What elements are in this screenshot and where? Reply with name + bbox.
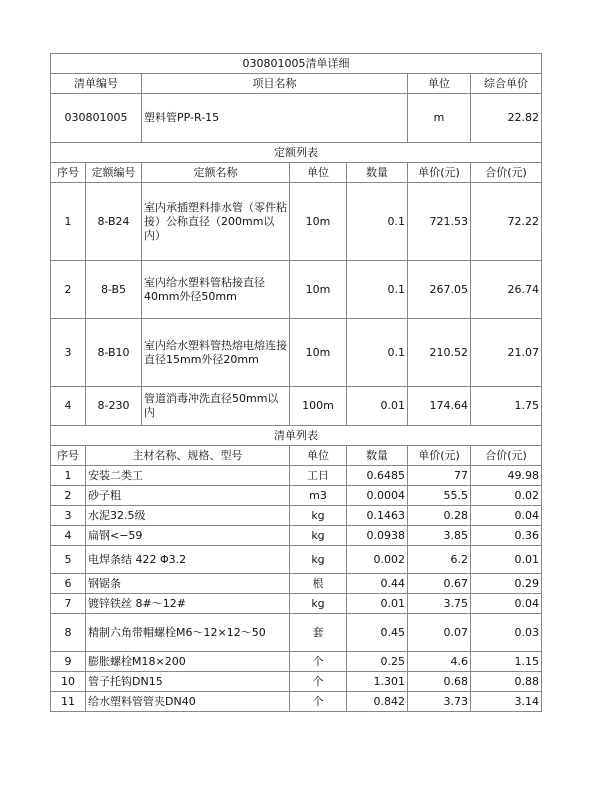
quota-unit: 100m xyxy=(290,387,347,426)
material-unit-price: 55.5 xyxy=(408,486,471,506)
quota-qty: 0.1 xyxy=(347,261,408,319)
quota-unit: 10m xyxy=(290,183,347,261)
quota-code: 8-B5 xyxy=(86,261,142,319)
material-name: 砂子粗 xyxy=(86,486,290,506)
material-unit-price: 3.85 xyxy=(408,526,471,546)
header-bill-code: 清单编号 xyxy=(51,74,142,94)
material-header-no: 序号 xyxy=(51,446,86,466)
quota-header-row xyxy=(51,163,542,183)
quota-unit: 10m xyxy=(290,319,347,387)
quota-unit-price: 267.05 xyxy=(408,261,471,319)
quota-code: 8-B10 xyxy=(86,319,142,387)
material-name: 扁钢<−59 xyxy=(86,526,290,546)
quota-header-unit: 单位 xyxy=(290,163,347,183)
material-header-qty: 数量 xyxy=(347,446,408,466)
quota-row xyxy=(51,183,542,261)
material-unit: kg xyxy=(290,546,347,574)
header-unit: 单位 xyxy=(408,74,471,94)
material-qty: 0.0938 xyxy=(347,526,408,546)
material-qty: 1.301 xyxy=(347,672,408,692)
item-header-row xyxy=(51,74,542,94)
material-no: 2 xyxy=(51,486,86,506)
material-no: 9 xyxy=(51,652,86,672)
material-total: 3.14 xyxy=(471,692,542,712)
quota-header-code: 定额编号 xyxy=(86,163,142,183)
material-header-unit: 单位 xyxy=(290,446,347,466)
material-unit-price: 0.28 xyxy=(408,506,471,526)
material-name: 安装二类工 xyxy=(86,466,290,486)
quota-unit-price: 210.52 xyxy=(408,319,471,387)
material-no: 6 xyxy=(51,574,86,594)
material-name: 给水塑料管管夹DN40 xyxy=(86,692,290,712)
material-no: 1 xyxy=(51,466,86,486)
material-row xyxy=(51,526,542,546)
material-qty: 0.002 xyxy=(347,546,408,574)
quota-qty: 0.01 xyxy=(347,387,408,426)
material-unit: kg xyxy=(290,506,347,526)
quota-name: 管道消毒冲洗直径50mm以内 xyxy=(142,387,290,426)
quota-header-unit-price: 单价(元) xyxy=(408,163,471,183)
material-unit-price: 3.75 xyxy=(408,594,471,614)
material-total: 0.01 xyxy=(471,546,542,574)
material-row xyxy=(51,574,542,594)
material-header-unit-price: 单价(元) xyxy=(408,446,471,466)
quota-no: 2 xyxy=(51,261,86,319)
material-row xyxy=(51,594,542,614)
quota-unit-price: 721.53 xyxy=(408,183,471,261)
material-row xyxy=(51,672,542,692)
quota-code: 8-230 xyxy=(86,387,142,426)
quota-section-row xyxy=(51,143,542,163)
material-unit-price: 0.68 xyxy=(408,672,471,692)
material-no: 5 xyxy=(51,546,86,574)
material-qty: 0.45 xyxy=(347,614,408,652)
material-qty: 0.6485 xyxy=(347,466,408,486)
material-total: 0.04 xyxy=(471,506,542,526)
quota-row xyxy=(51,387,542,426)
quota-header-total: 合价(元) xyxy=(471,163,542,183)
material-unit-price: 0.07 xyxy=(408,614,471,652)
material-row xyxy=(51,692,542,712)
material-unit-price: 3.73 xyxy=(408,692,471,712)
material-section-row xyxy=(51,426,542,446)
material-no: 3 xyxy=(51,506,86,526)
material-name: 镀锌铁丝 8#～12# xyxy=(86,594,290,614)
quota-qty: 0.1 xyxy=(347,319,408,387)
material-unit-price: 77 xyxy=(408,466,471,486)
material-total: 1.15 xyxy=(471,652,542,672)
item-price: 22.82 xyxy=(471,94,542,143)
item-code: 030801005 xyxy=(51,94,142,143)
material-unit-price: 0.67 xyxy=(408,574,471,594)
material-total: 0.03 xyxy=(471,614,542,652)
bill-detail-table xyxy=(50,53,542,712)
material-row xyxy=(51,546,542,574)
material-unit: 套 xyxy=(290,614,347,652)
material-total: 0.29 xyxy=(471,574,542,594)
quota-total: 26.74 xyxy=(471,261,542,319)
quota-code: 8-B24 xyxy=(86,183,142,261)
table-title-row xyxy=(51,54,542,74)
item-row xyxy=(51,94,542,143)
quota-header-no: 序号 xyxy=(51,163,86,183)
quota-total: 1.75 xyxy=(471,387,542,426)
material-no: 4 xyxy=(51,526,86,546)
material-unit-price: 6.2 xyxy=(408,546,471,574)
material-unit: 根 xyxy=(290,574,347,594)
quota-name: 室内承插塑料排水管（零件粘接）公称直径（200mm以内） xyxy=(142,183,290,261)
quota-row xyxy=(51,261,542,319)
material-row xyxy=(51,652,542,672)
material-row xyxy=(51,486,542,506)
quota-name: 室内给水塑料管粘接直径40mm外径50mm xyxy=(142,261,290,319)
material-no: 10 xyxy=(51,672,86,692)
material-unit: 个 xyxy=(290,692,347,712)
item-name: 塑料管PP-R-15 xyxy=(142,94,408,143)
item-unit: m xyxy=(408,94,471,143)
material-section-title: 清单列表 xyxy=(51,426,542,446)
material-name: 精制六角带帽螺栓M6～12×12～50 xyxy=(86,614,290,652)
material-qty: 0.25 xyxy=(347,652,408,672)
material-row xyxy=(51,506,542,526)
material-row xyxy=(51,614,542,652)
quota-header-qty: 数量 xyxy=(347,163,408,183)
quota-header-name: 定额名称 xyxy=(142,163,290,183)
quota-row xyxy=(51,319,542,387)
quota-qty: 0.1 xyxy=(347,183,408,261)
quota-name: 室内给水塑料管热熔电熔连接直径15mm外径20mm xyxy=(142,319,290,387)
material-unit: 个 xyxy=(290,652,347,672)
material-unit: 个 xyxy=(290,672,347,692)
quota-unit: 10m xyxy=(290,261,347,319)
header-item-name: 项目名称 xyxy=(142,74,408,94)
material-unit: m3 xyxy=(290,486,347,506)
material-name: 水泥32.5级 xyxy=(86,506,290,526)
material-header-name: 主材名称、规格、型号 xyxy=(86,446,290,466)
material-header-row xyxy=(51,446,542,466)
quota-total: 72.22 xyxy=(471,183,542,261)
material-unit-price: 4.6 xyxy=(408,652,471,672)
material-qty: 0.1463 xyxy=(347,506,408,526)
material-total: 0.02 xyxy=(471,486,542,506)
quota-unit-price: 174.64 xyxy=(408,387,471,426)
material-name: 管子托钩DN15 xyxy=(86,672,290,692)
quota-section-title: 定额列表 xyxy=(51,143,542,163)
material-no: 8 xyxy=(51,614,86,652)
material-qty: 0.01 xyxy=(347,594,408,614)
material-total: 0.36 xyxy=(471,526,542,546)
material-unit: kg xyxy=(290,594,347,614)
quota-no: 3 xyxy=(51,319,86,387)
material-total: 0.88 xyxy=(471,672,542,692)
table-title: 030801005清单详细 xyxy=(51,54,542,74)
quota-no: 1 xyxy=(51,183,86,261)
quota-total: 21.07 xyxy=(471,319,542,387)
material-header-total: 合价(元) xyxy=(471,446,542,466)
material-name: 电焊条结 422 Φ3.2 xyxy=(86,546,290,574)
quota-no: 4 xyxy=(51,387,86,426)
material-unit: kg xyxy=(290,526,347,546)
material-qty: 0.0004 xyxy=(347,486,408,506)
material-name: 钢锯条 xyxy=(86,574,290,594)
material-total: 49.98 xyxy=(471,466,542,486)
material-row xyxy=(51,466,542,486)
material-no: 11 xyxy=(51,692,86,712)
material-qty: 0.842 xyxy=(347,692,408,712)
material-name: 膨胀螺栓M18×200 xyxy=(86,652,290,672)
material-total: 0.04 xyxy=(471,594,542,614)
material-unit: 工日 xyxy=(290,466,347,486)
header-composite-price: 综合单价 xyxy=(471,74,542,94)
material-no: 7 xyxy=(51,594,86,614)
material-qty: 0.44 xyxy=(347,574,408,594)
